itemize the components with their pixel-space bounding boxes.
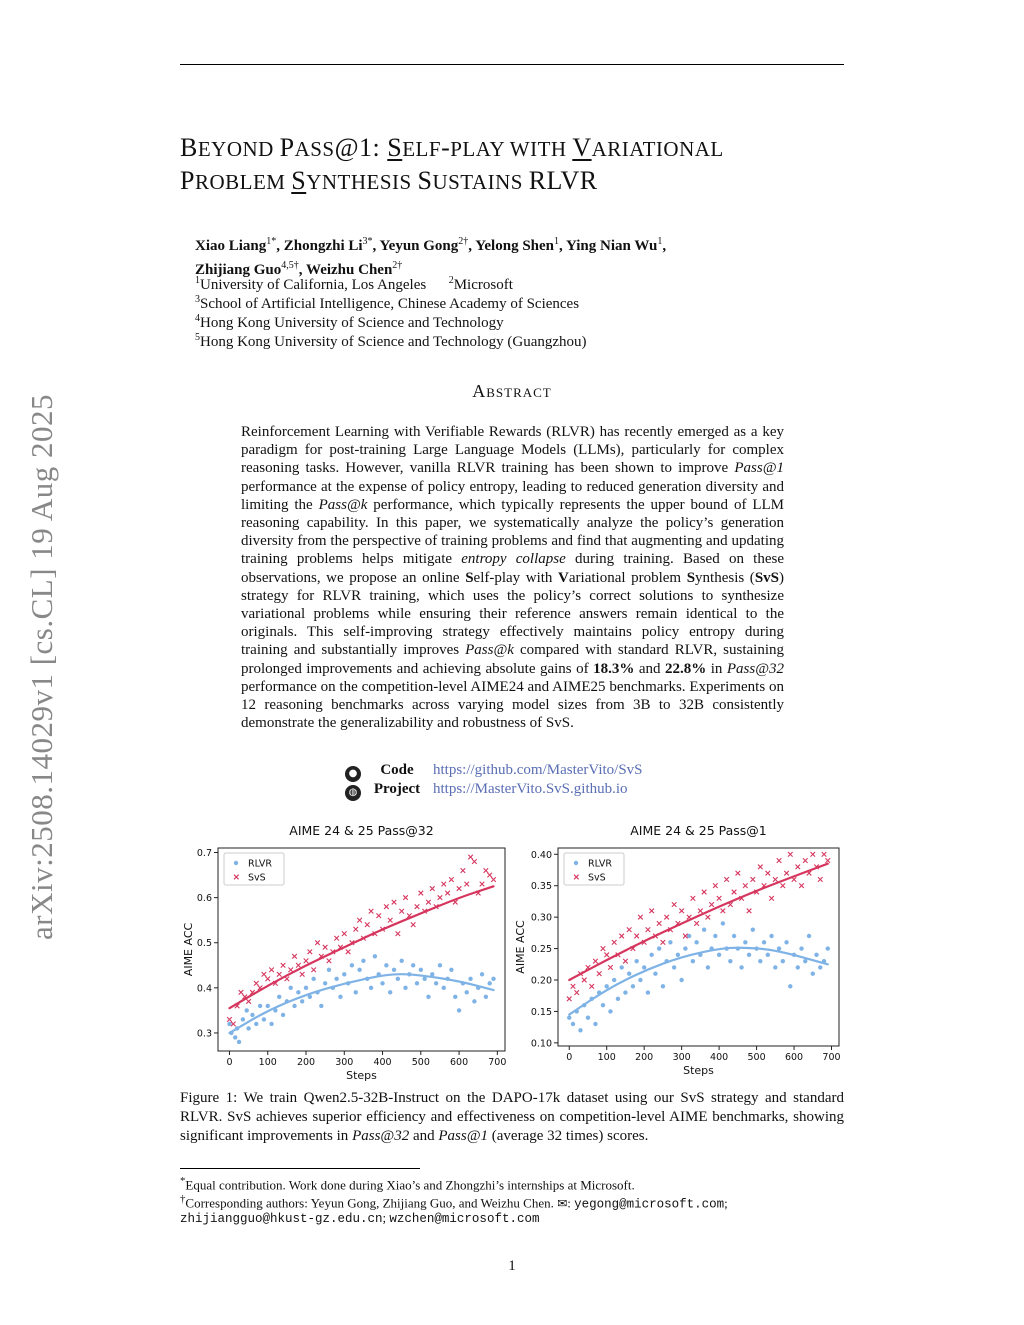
data-point-rlvr (758, 959, 762, 963)
data-point-rlvr (567, 1016, 571, 1020)
data-point-rlvr (616, 997, 620, 1001)
data-point-rlvr (438, 963, 442, 967)
data-point-rlvr (814, 953, 818, 957)
data-point-rlvr (743, 940, 747, 944)
data-point-svs (799, 883, 804, 888)
data-point-svs (825, 858, 830, 863)
code-link[interactable]: https://github.com/MasterVito/SvS (433, 762, 643, 778)
legend-label-svs: SvS (248, 872, 266, 884)
author-list: Xiao Liang$^{1*}$, Zhongzhi $Li^{3*}$, Yeyun Gong$^{2\dagger}$, Yelong Shen$^1$, Ying Nian Wu$^1$, Zhijiang Guo$^{4,5\dagger}$, Weizhu Chen$^{2\dagger}$ (195, 236, 667, 278)
data-point-svs (491, 877, 496, 882)
data-point-svs (593, 959, 598, 964)
figure-caption: Figure 1: We train Qwen2.5-32B-Instruct on the DAPO-17k dataset using our SvS strategy and standard RLVR. SvS achieves superior efficiency and effectiveness on competition-level AIME benchmarks, showing significant improvements in Pass@32 and Pass@1 (average 32 times) scores. (180, 1090, 844, 1144)
data-point-svs (464, 882, 469, 887)
y-tick-label: 0.5 (196, 938, 212, 950)
data-point-svs (574, 990, 579, 995)
data-point-rlvr (619, 965, 623, 969)
data-point-svs (777, 858, 782, 863)
data-point-svs (388, 918, 393, 923)
data-point-svs (721, 909, 726, 914)
x-tick-label: 100 (597, 1052, 616, 1063)
data-point-rlvr (739, 965, 743, 969)
data-point-rlvr (796, 965, 800, 969)
data-point-svs (713, 883, 718, 888)
x-tick-label: 300 (335, 1057, 354, 1068)
data-point-rlvr (304, 986, 308, 990)
data-point-rlvr (601, 1003, 605, 1007)
x-tick-label: 200 (296, 1057, 316, 1068)
x-tick-label: 400 (373, 1057, 392, 1068)
data-point-rlvr (608, 1009, 612, 1013)
project-label: Project (373, 781, 421, 797)
data-point-svs (818, 877, 823, 882)
data-point-rlvr (361, 959, 365, 963)
legend (564, 853, 624, 885)
x-tick-label: 700 (822, 1052, 841, 1063)
data-point-svs (679, 909, 684, 914)
chart-title: AIME 24 & 25 Pass@32 (289, 823, 434, 838)
data-point-rlvr (784, 940, 788, 944)
data-point-rlvr (465, 990, 469, 994)
data-point-svs (449, 877, 454, 882)
data-point-rlvr (338, 995, 342, 999)
data-point-svs (281, 963, 286, 968)
data-point-rlvr (342, 972, 346, 976)
data-point-svs (426, 900, 431, 905)
data-point-rlvr (254, 1022, 258, 1026)
data-point-rlvr (818, 965, 822, 969)
data-point-svs (384, 904, 389, 909)
data-point-rlvr (702, 928, 706, 932)
data-point-svs (246, 999, 251, 1004)
data-point-rlvr (323, 981, 327, 985)
data-point-svs (724, 877, 729, 882)
data-point-svs (300, 972, 305, 977)
data-point-rlvr (605, 984, 609, 988)
y-tick-label: 0.40 (530, 849, 552, 861)
data-point-rlvr (713, 934, 717, 938)
data-point-rlvr (392, 968, 396, 972)
data-point-rlvr (672, 965, 676, 969)
data-point-svs (277, 972, 282, 977)
page-number: 1 (508, 1258, 516, 1274)
x-tick-label: 700 (488, 1057, 507, 1068)
project-link[interactable]: https://MasterVito.SvS.github.io (433, 781, 628, 797)
data-point-rlvr (373, 954, 377, 958)
series-rlvr (567, 921, 830, 1032)
data-point-svs (743, 883, 748, 888)
abstract-body: Reinforcement Learning with Verifiable Rewards (RLVR) has recently emerged as a key paradigm for post-training Large Language Models (LLMs), particularly for complex reasoning tasks. However, vanilla RLVR training has been shown to improve Pass@1 performance at the expense of policy entropy, leading to reduced generation diversity and limiting the Pass@k performance, which typically represents the upper bound of LLM reasoning capability. In this paper, we systematically analyze the policy’s generation diversity from the perspective of training problems and find that augmenting and updating training problems helps mitigate entropy collapse during training. Based on these observations, we propose an online Self-play with Variational problem Synthesis (SvS) strategy for RLVR training, which uses the policy’s correct solutions to synthesize variational problems while ensuring their reference answers remain identical to the originals. This self-improving strategy effectively maintains policy entropy during training and substantially improves Pass@k compared with standard RLVR, sustaining prolonged improvements and achieving absolute gains of 18.3% and 22.8% in Pass@32 performance on the competition-level AIME24 and AIME25 benchmarks. Experiments on 12 reasoning benchmarks across varying model sizes from 3B to 32B consistently demonstrate the generalizability and robustness of SvS. (241, 424, 785, 732)
y-axis-label: AIME ACC (182, 922, 195, 977)
data-point-rlvr (751, 928, 755, 932)
data-point-rlvr (380, 981, 384, 985)
series-rlvr (227, 954, 495, 1044)
affiliation-line-5: $^5$Hong Kong University of Science and Technology (Guangzhou) (195, 332, 587, 350)
x-tick-label: 0 (226, 1057, 233, 1068)
y-tick-label: 0.30 (530, 912, 552, 924)
data-point-rlvr (357, 968, 361, 972)
data-point-rlvr (453, 995, 457, 999)
legend-label-rlvr: RLVR (248, 858, 272, 870)
data-point-rlvr (631, 984, 635, 988)
data-point-svs (327, 958, 332, 963)
data-point-rlvr (732, 934, 736, 938)
data-point-svs (445, 891, 450, 896)
abstract-heading: Abstract (472, 381, 552, 401)
data-point-svs (597, 971, 602, 976)
data-point-svs (709, 902, 714, 907)
data-point-svs (231, 1022, 236, 1027)
data-point-svs (369, 909, 374, 914)
data-point-rlvr (327, 968, 331, 972)
data-point-rlvr (472, 999, 476, 1003)
data-point-rlvr (766, 953, 770, 957)
data-point-svs (353, 927, 358, 932)
footnote-equal-contribution: *Equal contribution. Work done during Xiao’s and Zhongzhi’s internships at Microsoft. (180, 1175, 635, 1193)
data-point-svs (627, 927, 632, 932)
legend-label-svs: SvS (588, 872, 606, 884)
data-point-rlvr (691, 959, 695, 963)
data-point-rlvr (484, 995, 488, 999)
affiliation-line-4: $^4$Hong Kong University of Science and Technology (195, 313, 504, 331)
data-point-svs (480, 882, 485, 887)
data-point-svs (694, 921, 699, 926)
data-point-rlvr (706, 965, 710, 969)
chart-title: AIME 24 & 25 Pass@1 (630, 823, 767, 838)
github-icon: ● (345, 766, 361, 782)
affiliation-line-1: $^1$University of California, Los Angeles $^2$Microsoft (195, 275, 513, 293)
data-point-rlvr (679, 978, 683, 982)
data-point-svs (623, 959, 628, 964)
data-point-rlvr (277, 995, 281, 999)
data-point-rlvr (311, 977, 315, 981)
data-point-svs (619, 934, 624, 939)
trend-line-rlvr (229, 974, 493, 1033)
data-point-svs (461, 868, 466, 873)
data-point-rlvr (717, 953, 721, 957)
data-point-rlvr (578, 1028, 582, 1032)
data-point-rlvr (638, 978, 642, 982)
data-point-rlvr (245, 1008, 249, 1012)
data-point-svs (311, 968, 316, 973)
x-tick-label: 200 (635, 1052, 654, 1063)
data-point-rlvr (491, 977, 495, 981)
data-point-rlvr (258, 1004, 262, 1008)
data-point-rlvr (388, 990, 392, 994)
y-tick-label: 0.35 (530, 881, 552, 893)
data-point-rlvr (487, 981, 491, 985)
data-point-svs (758, 865, 763, 870)
data-point-rlvr (403, 986, 407, 990)
data-point-rlvr (241, 1017, 245, 1021)
data-point-rlvr (747, 953, 751, 957)
data-point-svs (589, 984, 594, 989)
title-line-1: BEYOND PASS@1: SELF-PLAY WITH VARIATIONAL (180, 133, 724, 162)
data-point-svs (781, 883, 786, 888)
footnote-rule (180, 1168, 420, 1169)
data-point-svs (661, 940, 666, 945)
data-point-rlvr (676, 953, 680, 957)
data-point-svs (315, 940, 320, 945)
data-point-rlvr (811, 972, 815, 976)
x-tick-label: 500 (411, 1057, 430, 1068)
data-point-svs (582, 978, 587, 983)
data-point-svs (795, 865, 800, 870)
data-point-rlvr (683, 946, 687, 950)
trend-line-rlvr (569, 948, 828, 1015)
data-point-rlvr (661, 984, 665, 988)
legend-label-rlvr: RLVR (588, 858, 612, 870)
y-tick-label: 0.7 (196, 848, 212, 860)
data-point-svs (365, 922, 370, 927)
data-point-rlvr (623, 990, 627, 994)
data-point-rlvr (480, 972, 484, 976)
data-point-rlvr (396, 977, 400, 981)
x-tick-label: 600 (784, 1052, 804, 1063)
data-point-rlvr (399, 959, 403, 963)
x-tick-label: 400 (710, 1052, 729, 1063)
data-point-rlvr (334, 977, 338, 981)
arxiv-sidebar-stamp: arXiv:2508.14029v1 [cs.CL] 19 Aug 2025 (24, 394, 59, 940)
x-tick-label: 100 (258, 1057, 277, 1068)
data-point-svs (468, 855, 473, 860)
data-point-svs (717, 896, 722, 901)
data-point-svs (803, 858, 808, 863)
title-line-2: PROBLEM SYNTHESIS SUSTAINS RLVR (180, 166, 598, 195)
data-point-rlvr (788, 984, 792, 988)
data-point-rlvr (319, 1004, 323, 1008)
project-link-row (345, 780, 745, 801)
data-point-svs (608, 965, 613, 970)
x-tick-label: 300 (672, 1052, 691, 1063)
data-point-svs (698, 909, 703, 914)
data-point-rlvr (442, 986, 446, 990)
data-point-svs (262, 972, 267, 977)
data-point-rlvr (571, 1022, 575, 1026)
data-point-rlvr (296, 990, 300, 994)
top-rule (180, 64, 844, 65)
data-point-rlvr (634, 959, 638, 963)
trend-line-svs (229, 886, 493, 1008)
pass32-chart (180, 818, 510, 1083)
data-point-svs (239, 990, 244, 995)
y-tick-label: 0.10 (530, 1038, 552, 1050)
data-point-svs (657, 921, 662, 926)
affiliation-line-3: $^3$School of Artificial Intelligence, Chinese Academy of Sciences (195, 294, 580, 312)
data-point-rlvr (773, 965, 777, 969)
y-tick-label: 0.3 (196, 1028, 212, 1040)
data-point-rlvr (646, 990, 650, 994)
data-point-rlvr (694, 940, 698, 944)
data-point-svs (323, 945, 328, 950)
data-point-svs (747, 909, 752, 914)
data-point-rlvr (262, 1017, 266, 1021)
data-point-rlvr (384, 963, 388, 967)
code-link-row (345, 761, 745, 782)
data-point-rlvr (369, 986, 373, 990)
data-point-svs (810, 852, 815, 857)
data-point-svs (649, 909, 654, 914)
data-point-rlvr (799, 946, 803, 950)
data-point-svs (376, 913, 381, 918)
data-point-rlvr (728, 959, 732, 963)
data-point-svs (672, 902, 677, 907)
data-point-svs (601, 946, 606, 951)
data-point-svs (472, 859, 477, 864)
data-point-rlvr (250, 1013, 254, 1017)
data-point-rlvr (292, 1004, 296, 1008)
data-point-rlvr (668, 940, 672, 944)
data-point-rlvr (266, 1004, 270, 1008)
data-point-svs (403, 895, 408, 900)
data-point-svs (308, 949, 313, 954)
data-point-svs (773, 877, 778, 882)
pass1-chart (510, 818, 844, 1083)
data-point-svs (292, 954, 297, 959)
data-point-rlvr (826, 946, 830, 950)
data-point-rlvr (721, 921, 725, 925)
data-point-svs (822, 852, 827, 857)
data-point-svs (567, 997, 572, 1002)
envelope-icon: ✉ (557, 1196, 568, 1211)
data-point-svs (664, 915, 669, 920)
y-axis-label: AIME ACC (514, 920, 527, 974)
data-point-rlvr (434, 981, 438, 985)
data-point-svs (265, 977, 270, 982)
data-point-rlvr (769, 934, 773, 938)
data-point-rlvr (612, 978, 616, 982)
data-point-svs (227, 1017, 232, 1022)
data-point-svs (296, 963, 301, 968)
data-point-rlvr (415, 981, 419, 985)
data-point-svs (438, 895, 443, 900)
data-point-rlvr (642, 965, 646, 969)
data-point-rlvr (237, 1040, 241, 1044)
x-tick-label: 600 (450, 1057, 469, 1068)
globe-icon: ◍ (345, 785, 361, 801)
data-point-svs (346, 949, 351, 954)
data-point-svs (646, 927, 651, 932)
x-axis-label: Steps (683, 1064, 714, 1077)
legend-marker-rlvr (574, 861, 578, 865)
data-point-svs (769, 896, 774, 901)
data-point-svs (484, 868, 489, 873)
data-point-svs (634, 934, 639, 939)
data-point-svs (357, 918, 362, 923)
data-point-svs (604, 953, 609, 958)
data-point-svs (334, 936, 339, 941)
data-point-svs (706, 915, 711, 920)
data-point-svs (396, 931, 401, 936)
data-point-svs (411, 922, 416, 927)
data-point-rlvr (422, 977, 426, 981)
x-axis-label: Steps (346, 1069, 377, 1082)
data-point-rlvr (269, 1022, 273, 1026)
data-point-rlvr (586, 1016, 590, 1020)
data-point-svs (784, 871, 789, 876)
x-tick-label: 0 (566, 1052, 573, 1063)
data-point-svs (788, 852, 793, 857)
footnote-emails: zhijiangguo@hkust-gz.edu.cn; wzchen@microsoft.com (180, 1210, 540, 1226)
data-point-rlvr (233, 1035, 237, 1039)
x-tick-label: 500 (747, 1052, 766, 1063)
data-point-rlvr (762, 940, 766, 944)
data-point-rlvr (246, 1026, 250, 1030)
data-point-svs (399, 909, 404, 914)
data-point-svs (457, 886, 462, 891)
data-point-rlvr (449, 968, 453, 972)
data-point-svs (691, 896, 696, 901)
legend (224, 853, 284, 885)
data-point-rlvr (627, 972, 631, 976)
y-tick-label: 0.25 (530, 944, 552, 956)
data-point-rlvr (777, 946, 781, 950)
email-wzchen[interactable]: wzchen@microsoft.com (389, 1212, 540, 1226)
data-point-rlvr (411, 963, 415, 967)
y-tick-label: 0.4 (196, 983, 212, 995)
data-point-svs (415, 904, 420, 909)
data-point-svs (736, 871, 741, 876)
data-point-rlvr (457, 1008, 461, 1012)
data-point-rlvr (426, 995, 430, 999)
data-point-rlvr (468, 977, 472, 981)
data-point-svs (304, 958, 309, 963)
data-point-rlvr (657, 946, 661, 950)
data-point-svs (571, 984, 576, 989)
data-point-rlvr (781, 959, 785, 963)
data-point-rlvr (649, 953, 653, 957)
data-point-rlvr (350, 963, 354, 967)
data-point-svs (766, 871, 771, 876)
y-tick-label: 0.20 (530, 975, 552, 987)
legend-marker-rlvr (234, 861, 238, 865)
data-point-rlvr (281, 1013, 285, 1017)
data-point-rlvr (300, 999, 304, 1003)
code-label: Code (380, 762, 414, 778)
data-point-svs (612, 940, 617, 945)
data-point-rlvr (653, 972, 657, 976)
data-point-svs (441, 882, 446, 887)
y-tick-label: 0.15 (530, 1006, 552, 1018)
data-point-rlvr (419, 968, 423, 972)
data-point-rlvr (807, 934, 811, 938)
data-point-svs (732, 890, 737, 895)
footnote-corresponding: †Corresponding authors: Yeyun Gong, Zhijiang Guo, and Weizhu Chen. ✉: yegong@microsoft.com; (180, 1193, 728, 1212)
data-point-rlvr (289, 986, 293, 990)
data-point-svs (638, 915, 643, 920)
data-point-svs (342, 931, 347, 936)
data-point-svs (254, 981, 259, 986)
data-point-svs (487, 873, 492, 878)
data-point-rlvr (593, 1022, 597, 1026)
y-tick-label: 0.6 (196, 893, 212, 905)
data-point-svs (751, 877, 756, 882)
email-zhijiangguo[interactable]: zhijiangguo@hkust-gz.edu.cn (180, 1212, 383, 1226)
data-point-svs (392, 900, 397, 905)
data-point-rlvr (354, 990, 358, 994)
data-point-svs (419, 891, 424, 896)
data-point-svs (702, 890, 707, 895)
paper-title (180, 132, 860, 198)
data-point-svs (430, 886, 435, 891)
email-yegong[interactable]: yegong@microsoft.com (574, 1197, 725, 1212)
data-point-svs (269, 968, 274, 973)
